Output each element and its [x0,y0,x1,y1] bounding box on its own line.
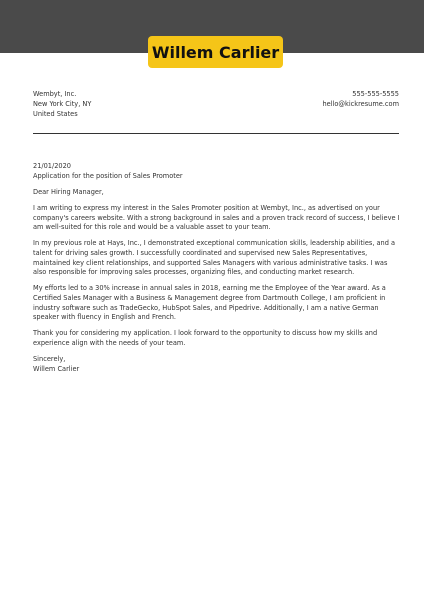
letter-salutation: Dear Hiring Manager, [33,187,104,196]
name-badge: Willem Carlier [148,36,283,68]
letter-signature: Willem Carlier [33,364,80,373]
sender-email: hello@kickresume.com [322,100,399,108]
letter-closing: Sincerely, [33,355,66,364]
letter-body [33,162,401,374]
letter-subject: Application for the position of Sales Promoter [33,171,183,180]
letter-paragraph: I am writing to express my interest in the Sales Promoter position at Wembyt, Inc., as advertised on your company's careers website. With a strong background in sales and a proven track record of success, I believe I am well-suited for this role and would be a valuable asset to your team. [33,203,400,232]
recipient-country: United States [33,110,78,118]
header-divider [33,133,399,134]
letter-paragraph: In my previous role at Hays, Inc., I demonstrated exceptional communication skills, leadership abilities, and a talent for driving sales growth. I successfully coordinated and supervised new Sales Representatives, maintained key client relationships, and supported Sales Managers with various administrative tasks. I was also responsible for improving sales processes, organizing files, and conducting market research. [33,239,396,277]
sender-phone: 555-555-5555 [352,90,399,98]
recipient-address [33,89,91,119]
recipient-city: New York City, NY [33,100,92,108]
letter-paragraph: My efforts led to a 30% increase in annual sales in 2018, earning me the Employee of the Year award. As a Certified Sales Manager with a Business & Management degree from Dartmouth College, I am proficient in industry software such as TradeGecko, HubSpot Sales, and Pipedrive. Additionally, I am a native German speaker with fluency in English and French. [33,284,386,322]
letter-paragraph: Thank you for considering my application. I look forward to the opportunity to discuss how my skills and experience align with the needs of your team. [33,329,378,347]
letter-date: 21/01/2020 [33,162,72,170]
recipient-company: Wembyt, Inc. [33,90,77,98]
sender-contact [322,89,399,109]
